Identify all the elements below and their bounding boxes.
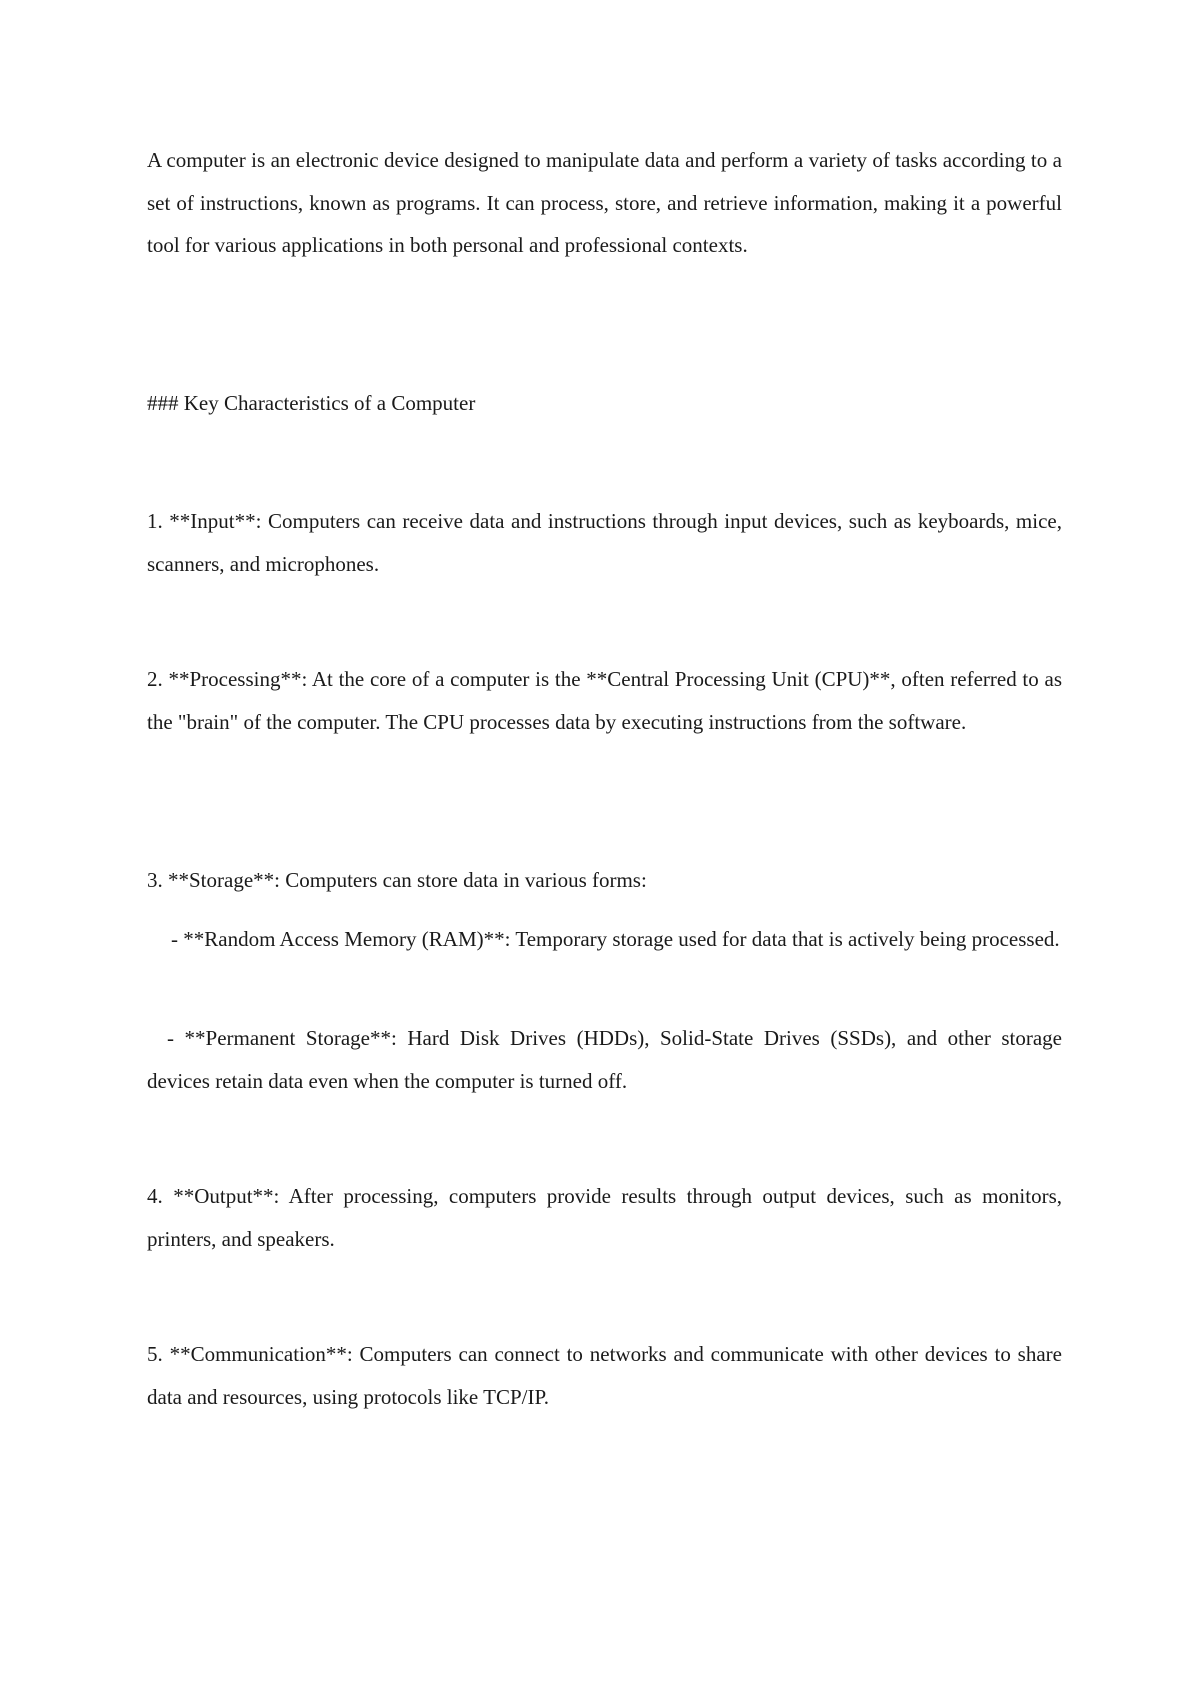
list-item-processing: 2. **Processing**: At the core of a computer is the **Central Processing Unit (CPU)**, often referred to as the "brain" of the computer. The CPU processes data by executing instructions from the software.	[147, 667, 1062, 734]
list-item-communication: 5. **Communication**: Computers can connect to networks and communicate with other devices to share data and resources, using protocols like TCP/IP.	[147, 1342, 1062, 1409]
list-subitem-ram: - **Random Access Memory (RAM)**: Temporary storage used for data that is actively being processed.	[171, 927, 1060, 951]
list-item-output: 4. **Output**: After processing, computers provide results through output devices, such as monitors, printers, and speakers.	[147, 1184, 1062, 1251]
list-item-input: 1. **Input**: Computers can receive data and instructions through input devices, such as keyboards, mice, scanners, and microphones.	[147, 509, 1062, 576]
list-item-storage: 3. **Storage**: Computers can store data in various forms:	[147, 868, 647, 892]
intro-paragraph: A computer is an electronic device designed to manipulate data and perform a variety of tasks according to a set of instructions, known as programs. It can process, store, and retrieve information, making it a powerful tool for various applications in both personal and professional contexts.	[147, 148, 1062, 257]
section-heading: ### Key Characteristics of a Computer	[147, 391, 476, 415]
list-subitem-permanent-storage: - **Permanent Storage**: Hard Disk Drives (HDDs), Solid-State Drives (SSDs), and other storage devices retain data even when the computer is turned off.	[147, 1026, 1062, 1093]
